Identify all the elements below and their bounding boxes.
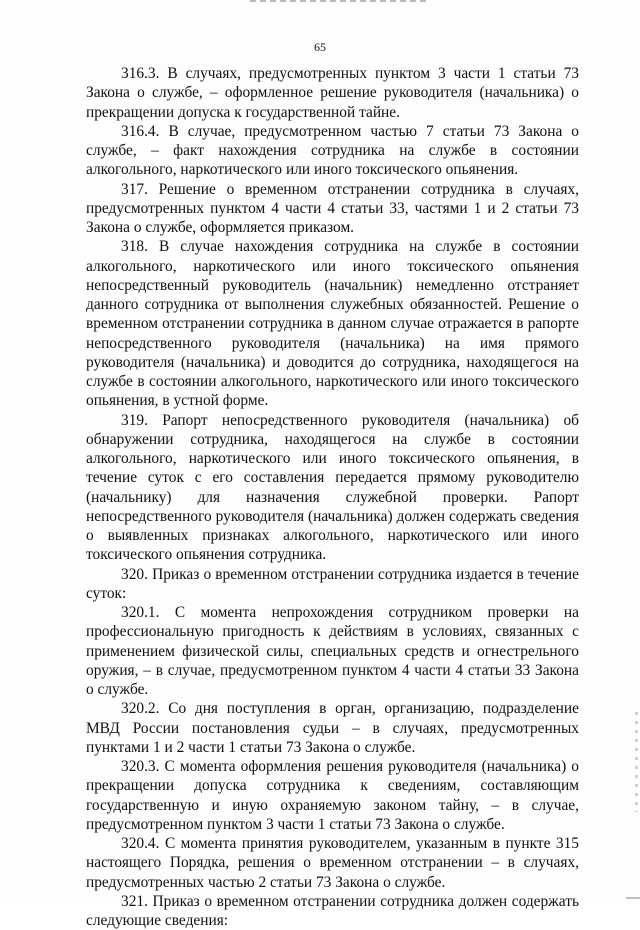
page-number: 65 bbox=[314, 40, 326, 54]
paragraph-320-3: 320.3. С момента оформления решения руководителя (начальника) о прекращении допуска сотрудника к сведениям, составляющим государственную и иную охраняемую законом тайну, – в случае, предусмотренном пунктом 3 части 1 статьи 73 Закона о службе. bbox=[86, 758, 579, 833]
document-body bbox=[86, 64, 579, 930]
scan-artifact-top bbox=[250, 0, 430, 2]
paragraph-316-3: 316.3. В случаях, предусмотренных пунктом 3 части 1 статьи 73 Закона о службе, – оформленное решение руководителя (начальника) о прекращении допуска к государственной тайне. bbox=[86, 65, 579, 121]
scan-artifact-corner bbox=[626, 897, 640, 899]
paragraph-320-1: 320.1. С момента непрохождения сотрудником проверки на профессиональную пригодность к действиям в условиях, связанных с применением физической силы, специальных средств и огнестрельного оружия, – в случае, предусмотренном пунктом 4 части 4 статьи 33 Закона о службе. bbox=[86, 604, 579, 698]
paragraph-318: 318. В случае нахождения сотрудника на службе в состоянии алкогольного, наркотического или иного токсического опьянения непосредственный руководитель (начальник) немедленно отстраняет данного сотрудника от выполнения служебных обязанностей. Решение о временном отстранении сотрудника в данном случае отражается в рапорте непосредственного руководителя (начальника) на имя прямого руководителя (начальника) и доводится до сотрудника, находящегося на службе в состоянии алкогольного, наркотического или иного токсического опьянения, в устной форме. bbox=[86, 238, 579, 410]
paragraph-320-2: 320.2. Со дня поступления в орган, организацию, подразделение МВД России постановления судьи – в случаях, предусмотренных пунктами 1 и 2 части 1 статьи 73 Закона о службе. bbox=[86, 700, 579, 756]
paragraph-321: 321. Приказ о временном отстранении сотрудника должен содержать следующие сведения: bbox=[86, 892, 579, 929]
paragraph-319: 319. Рапорт непосредственного руководителя (начальника) об обнаружении сотрудника, находящегося на службе в состоянии алкогольного, наркотического или иного токсического опьянения, в течение суток с его составления передается прямому руководителю (начальнику) для назначения служебной проверки. Рапорт непосредственного руководителя (начальника) должен содержать сведения о выявленных признаках алкогольного, наркотического или иного токсического опьянения сотрудника. bbox=[86, 411, 579, 564]
paragraph-316-4: 316.4. В случае, предусмотренном частью 7 статьи 73 Закона о службе, – факт нахождения сотрудника на службе в состоянии алкогольного, наркотического или иного токсического опьянения. bbox=[86, 122, 579, 179]
scan-artifact-edge bbox=[635, 712, 638, 812]
paragraph-317: 317. Решение о временном отстранении сотрудника в случаях, предусмотренных пунктом 4 части 4 статьи 33, частями 1 и 2 статьи 73 Закона о службе, оформляется приказом. bbox=[86, 180, 579, 236]
paragraph-320: 320. Приказ о временном отстранении сотрудника издается в течение суток: bbox=[86, 565, 579, 602]
paragraph-320-4: 320.4. С момента принятия руководителем, указанным в пункте 315 настоящего Порядка, решения о временном отстранении – в случаях, предусмотренных частью 2 статьи 73 Закона о службе. bbox=[86, 835, 579, 891]
